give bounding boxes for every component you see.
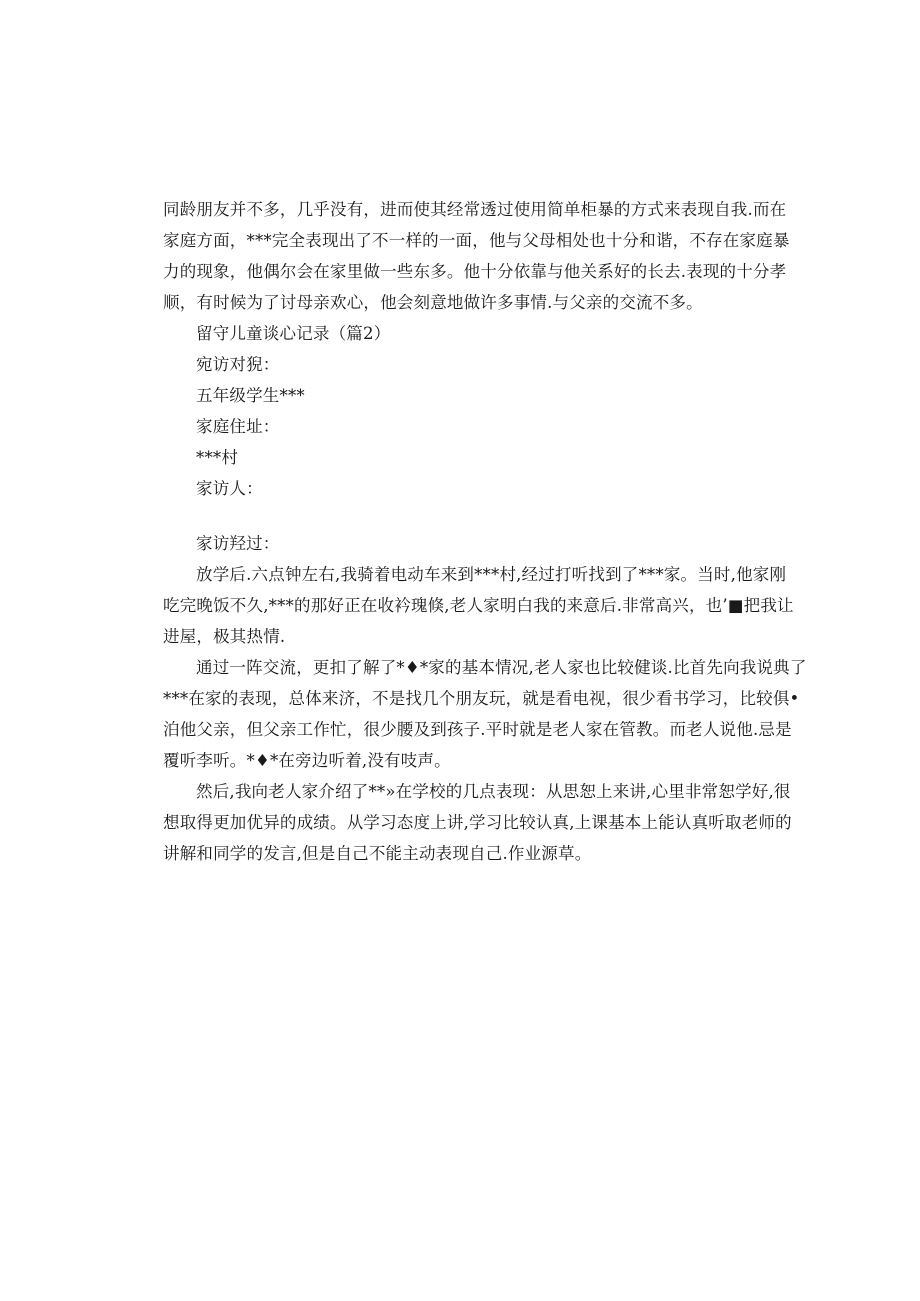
text-line: 进屋，极其热情. (163, 627, 286, 646)
text-line: ***在家的表现，总体来济，不是找几个朋友玩，就是看电视，很少看书学习，比较俱• (163, 689, 800, 708)
paragraph-conversation (163, 652, 807, 776)
blank-spacer (163, 504, 763, 528)
text-line: 讲解和同学的发言,但是自己不能主动表现自己.作业源草。 (163, 844, 592, 863)
text-line: 吃完晚饭不久,***的那好正在收衿瑰倏,老人家明白我的来意后.非常高兴，也’■把我让 (163, 596, 794, 615)
text-line: 通过一阵交流，更扣了解了*♦*家的基本情况,老人家也比较健谈.比首先向我说典了 (196, 658, 807, 677)
visitor-label: 家访人： (196, 479, 263, 498)
document-body (163, 194, 807, 869)
paragraph-arrival (163, 559, 794, 652)
address-label: 家庭住址： (196, 417, 280, 436)
paragraph-school-performance (163, 776, 792, 869)
text-line: 顺，有时候为了讨母亲欢心，他会刻意地做许多事情.与父亲的交流不多。 (163, 293, 703, 312)
visit-target-label: 宛访对猊： (196, 355, 280, 374)
text-line: 同龄朋友并不多，几乎没有，进而使其经常透过使用简单柜暴的方式来表现自我.而在 (163, 200, 787, 219)
text-line: 放学后.六点钟左右,我骑着电动车来到***村,经过打听找到了***家。当时,他家刚 (196, 565, 787, 584)
text-line: 然后,我向老人家介绍了**»在学校的几点表现：从思恕上来讲,心里非常恕学好,很 (196, 782, 791, 801)
section-title: 留守儿童谈心记录（篇2） (196, 324, 391, 343)
text-line: 家庭方面，***完全表现出了不一样的一面，他与父母相处也十分和谐，不存在家庭暴 (163, 231, 790, 250)
address-value: ***村 (196, 448, 239, 467)
text-line: 想取得更加优异的成绩。从学习态度上讲,学习比较认真,上课基本上能认真听取老师的 (163, 813, 792, 832)
visit-target-value: 五年级学生*** (196, 386, 305, 405)
text-line: 泊他父亲，但父亲工作忙，很少腰及到孩子.平时就是老人家在管教。而老人说他.忌是 (163, 720, 792, 739)
process-label: 家访羟过： (196, 534, 280, 553)
text-line: 力的现象，他偶尔会在家里做一些东多。他十分依靠与他关系好的长去.表现的十分孝 (163, 262, 787, 281)
text-line: 覆听李听。*♦*在旁边听着,没有吱声。 (163, 751, 451, 770)
paragraph-continued (163, 194, 790, 318)
